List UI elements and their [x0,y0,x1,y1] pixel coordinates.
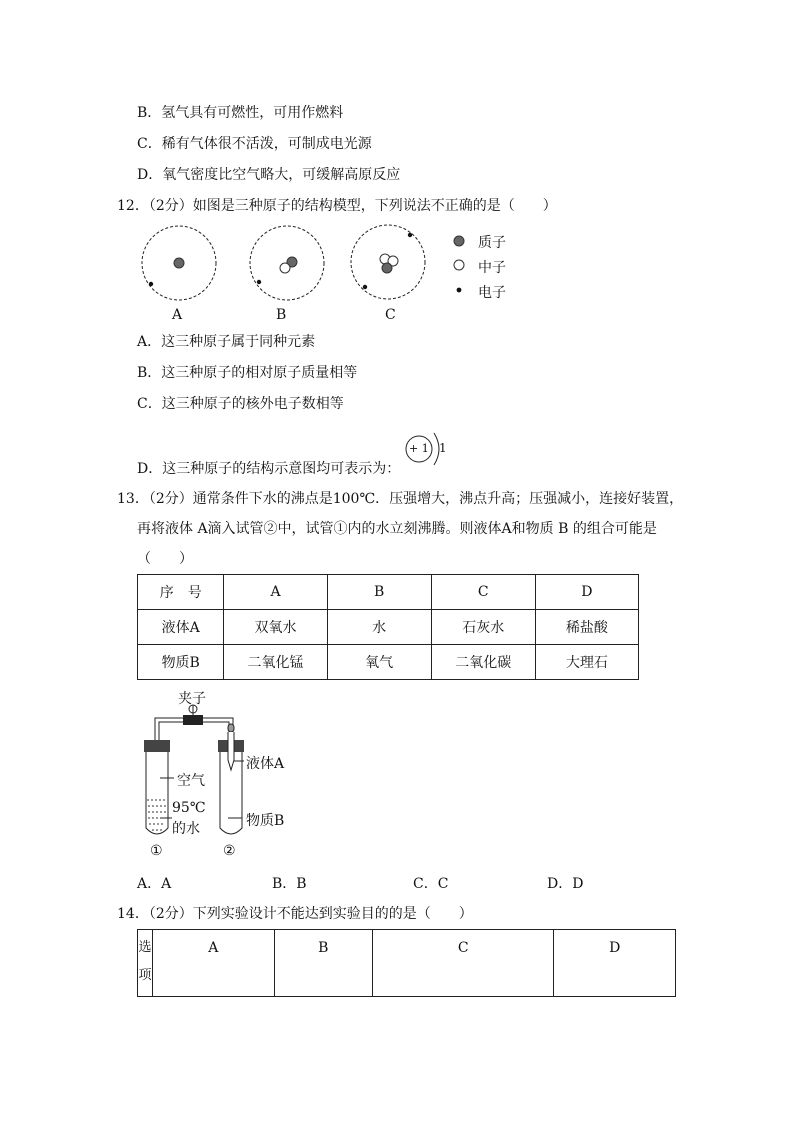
option-header-line2: 项 [138,968,152,983]
q11-option-b: B．氢气具有可燃性，可用作燃料 [137,105,344,121]
table-cell: 双氧水 [224,610,327,645]
electron-icon [257,280,261,284]
atom-label-a: A [172,307,183,323]
neutron-legend-icon [454,260,464,270]
table-cell: 二氧化锰 [224,645,327,680]
q13-option-c: C．C [413,876,449,892]
table-cell: 氧气 [327,645,431,680]
q13-option-d: D．D [547,876,584,892]
q12-stem: 12．（2分）如图是三种原子的结构模型，下列说法不正确的是（ ） [117,198,557,214]
electron-legend-icon [457,288,462,293]
atom-label-c: C [385,307,396,323]
table-cell: 物质B [138,645,224,680]
proton-icon [382,263,392,273]
nucleus-charge-label: + 1 [409,442,429,455]
substance-b-label: 物质B [246,813,285,829]
table-row [138,930,676,997]
table-header-cell: B [327,575,431,610]
q13-option-a: A．A [137,876,172,892]
table-header-cell: 序 号 [138,575,224,610]
table-row [138,645,639,680]
q11-option-c: C．稀有气体很不活泼，可制成电光源 [137,136,372,152]
table-header-cell: C [373,930,554,997]
stopper-icon [144,740,170,752]
apparatus-diagram [130,688,310,858]
tube2-label: ② [223,843,236,859]
water-label: 的水 [172,821,200,837]
legend-neutron-label: 中子 [478,260,506,276]
table-cell: 二氧化碳 [431,645,535,680]
proton-icon [174,258,184,268]
atom-c [351,225,425,299]
table-header-cell: D [535,575,638,610]
table-cell: 水 [327,610,431,645]
table-cell: 石灰水 [431,610,535,645]
table-cell: 大理石 [535,645,638,680]
q12-option-d: D．这三种原子的结构示意图均可表示为： [137,461,401,477]
table-option-header [138,930,153,997]
electron-icon [408,233,412,237]
liquid-a-label: 液体A [246,756,285,772]
table-cell: 稀盐酸 [535,610,638,645]
legend-proton-label: 质子 [478,235,506,251]
table-header-cell: B [274,930,373,997]
proton-legend-icon [454,236,464,246]
shell-electron-count: 1 [439,441,447,455]
q11-option-d: D．氧气密度比空气略大，可缓解高原反应 [137,167,401,183]
atom-label-b: B [276,307,287,323]
legend-electron-label: 电子 [478,285,506,301]
clip-label: 夹子 [178,691,206,707]
table-row [138,575,639,610]
q13-option-b: B．B [272,876,307,892]
table-row [138,610,639,645]
table-header-cell: D [554,930,676,997]
q14-stem: 14．（2分）下列实验设计不能达到实验目的的是（ ） [117,906,473,922]
air-label: 空气 [177,773,205,789]
table-header-cell: C [431,575,535,610]
dropper-icon [228,724,234,732]
atom-b [250,226,324,300]
option-header-line1: 选 [138,940,152,955]
atom-a [142,226,216,300]
electron-icon [363,285,367,289]
tube1-label: ① [150,843,163,859]
electron-icon [149,282,153,286]
q12-option-c: C．这三种原子的核外电子数相等 [137,396,344,412]
q12-option-b: B．这三种原子的相对原子质量相等 [137,365,358,381]
q14-table [137,929,676,997]
clip-icon [183,715,203,725]
table-cell: 液体A [138,610,224,645]
table-header-cell: A [152,930,274,997]
table-header-cell: A [224,575,327,610]
q12-option-a: A．这三种原子属于同种元素 [137,334,316,350]
q13-table [137,574,639,680]
q13-stem-line3: （ ） [137,551,193,567]
neutron-icon [280,263,290,273]
water-temp-label: 95℃ [172,800,206,816]
q13-stem-line1: 13．（2分）通常条件下水的沸点是100℃．压强增大，沸点升高；压强减小，连接好装置， [117,491,684,507]
q13-stem-line2: 再将液体 A滴入试管②中，试管①内的水立刻沸腾。则液体A和物质 B 的组合可能是 [137,521,657,537]
